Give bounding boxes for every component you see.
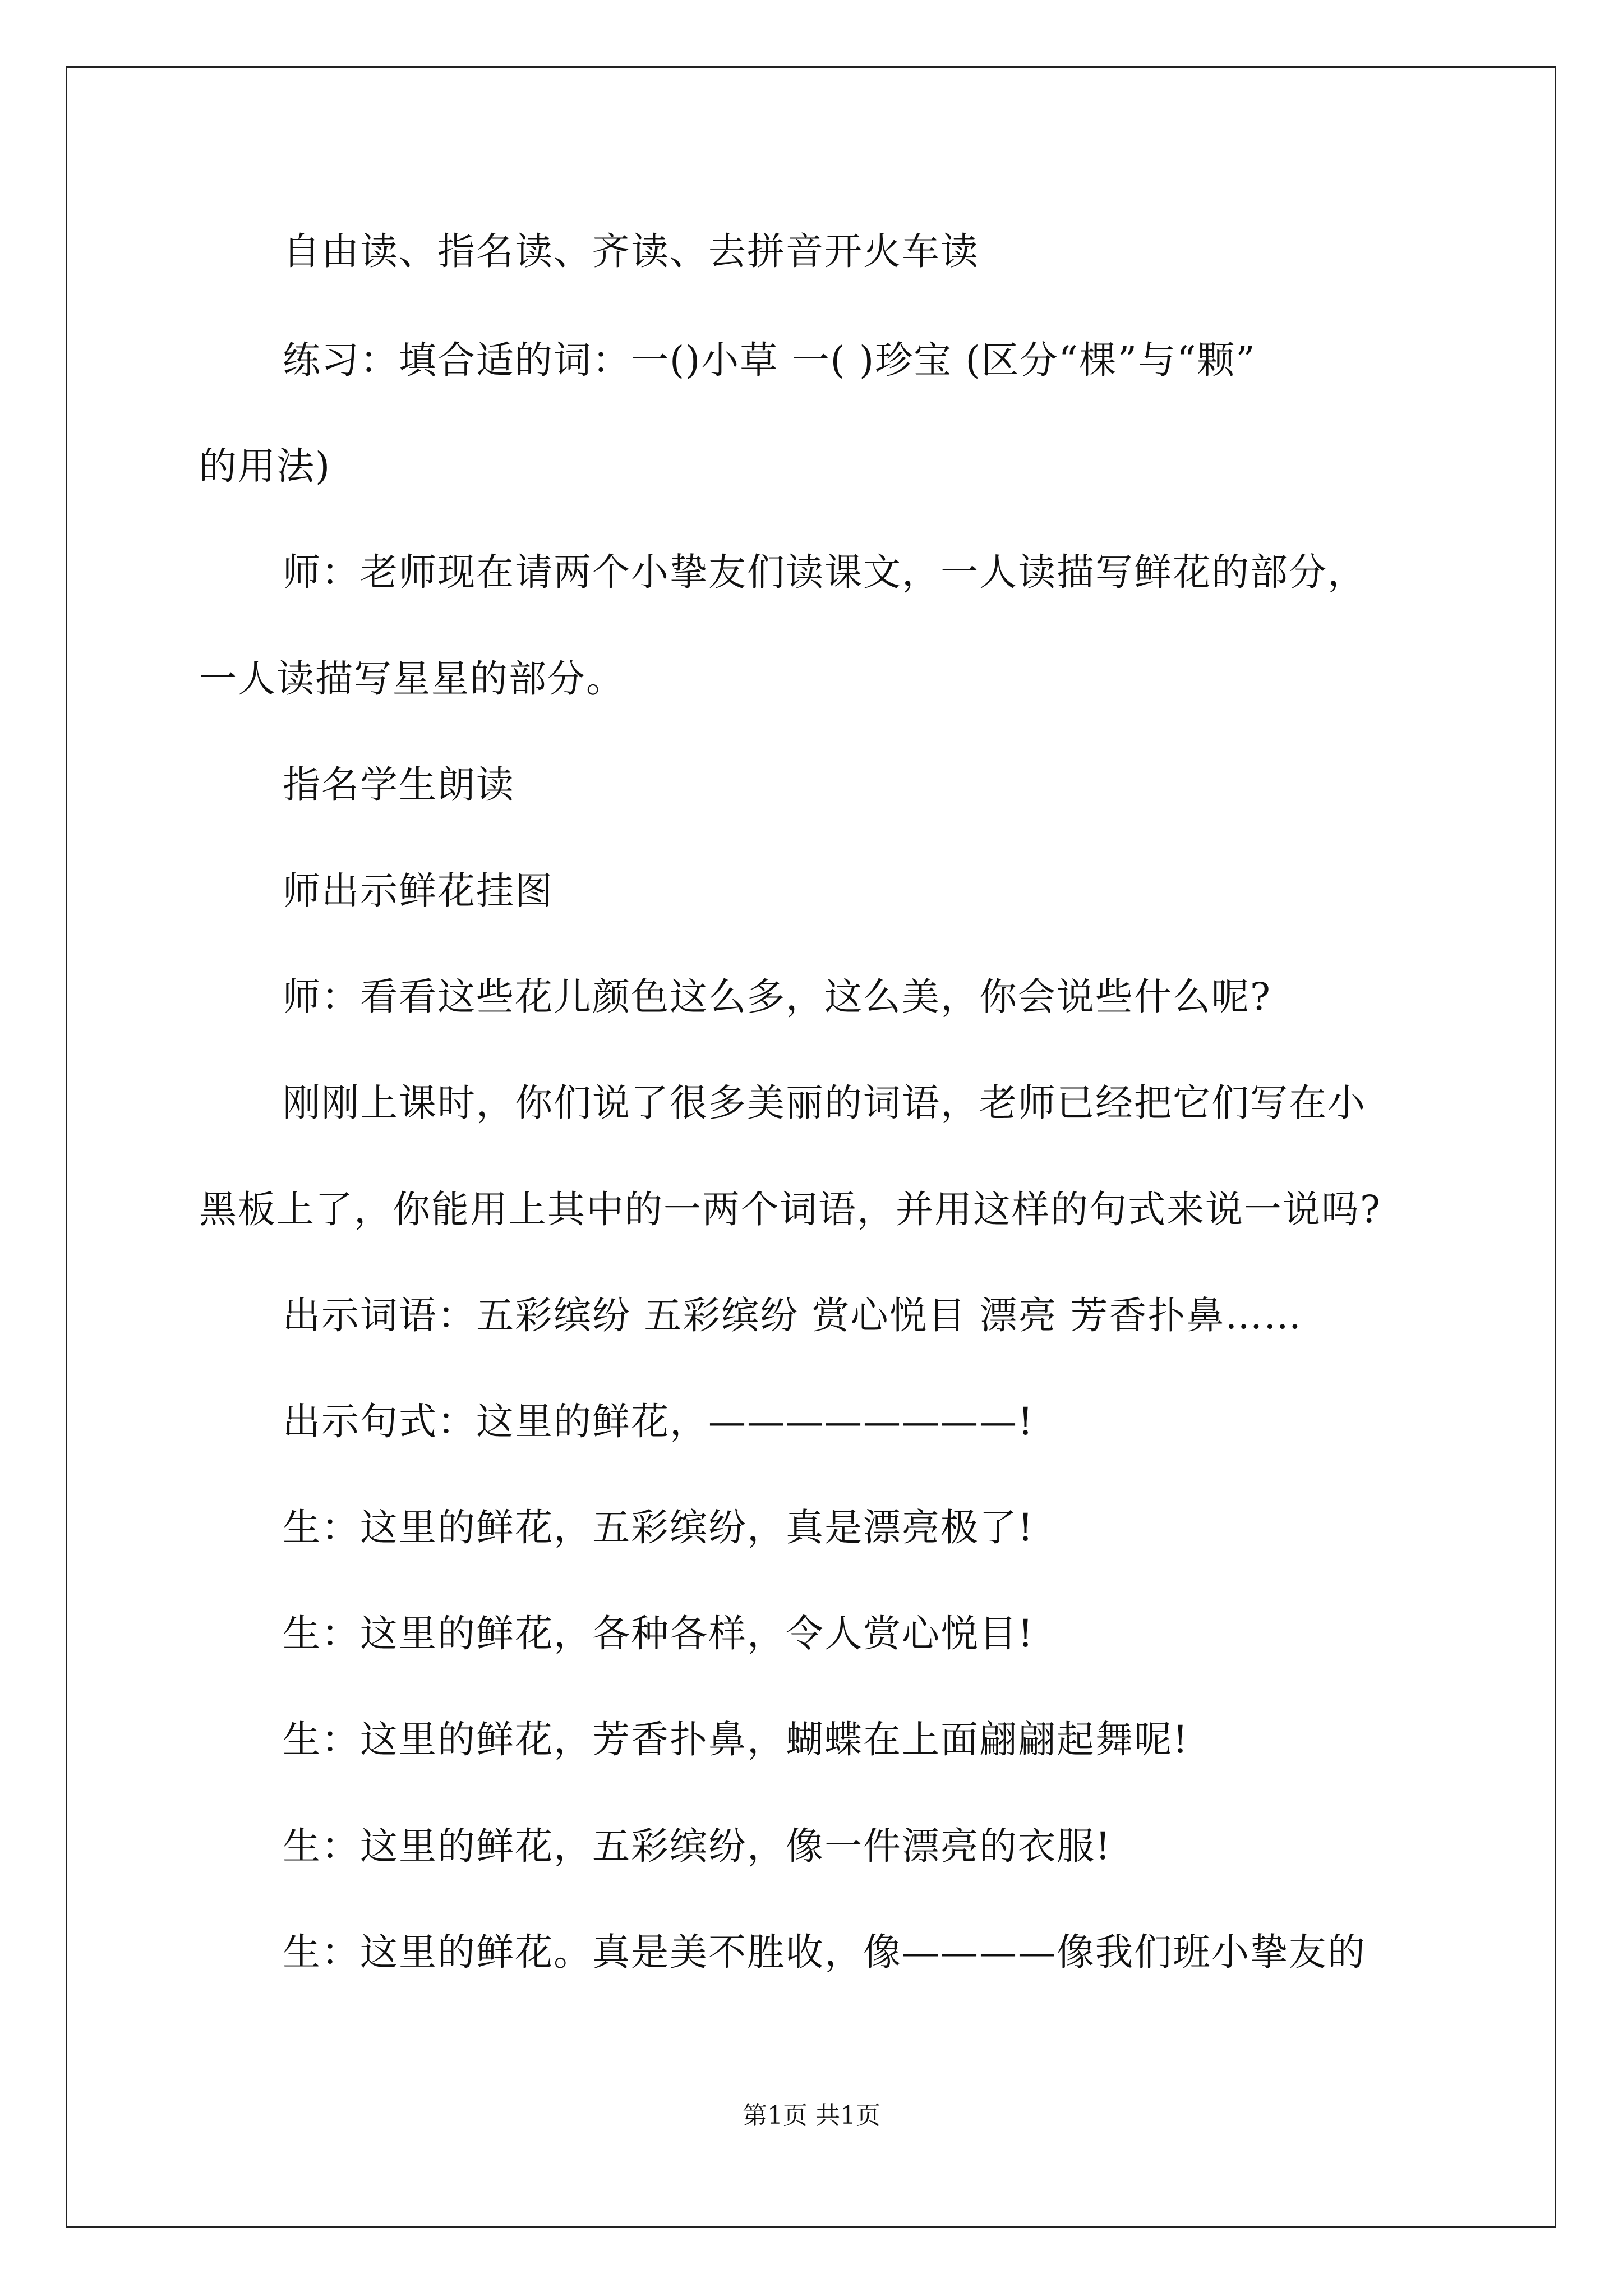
text-line-16: 生：这里的鲜花，五彩缤纷，像一件漂亮的衣服! (283, 1824, 1112, 1868)
text-line-14: 生：这里的鲜花，各种各样，令人赏心悦目! (283, 1612, 1034, 1655)
text-line-5: 一人读描写星星的部分。 (199, 657, 625, 701)
text-line-15: 生：这里的鲜花，芳香扑鼻，蝴蝶在上面翩翩起舞呢! (283, 1718, 1189, 1761)
text-line-12: 出示句式：这里的鲜花，————————! (283, 1400, 1034, 1443)
text-line-3: 的用法) (199, 444, 331, 488)
text-line-6: 指名学生朗读 (283, 763, 515, 807)
page-footer: 第1页 共1页 (743, 2101, 880, 2130)
text-line-13: 生：这里的鲜花，五彩缤纷，真是漂亮极了! (283, 1506, 1034, 1549)
text-line-17: 生：这里的鲜花。真是美不胜收，像————像我们班小挚友的 (283, 1930, 1366, 1974)
text-line-4: 师：老师现在请两个小挚友们读课文，一人读描写鲜花的部分， (283, 550, 1366, 594)
text-line-9: 刚刚上课时，你们说了很多美丽的词语，老师已经把它们写在小 (283, 1081, 1366, 1125)
text-line-7: 师出示鲜花挂图 (283, 869, 554, 913)
page-border (66, 66, 1556, 2228)
text-line-2: 练习：填合适的词：一()小草 一( )珍宝 (区分“棵”与“颗” (283, 338, 1256, 382)
text-line-10: 黑板上了，你能用上其中的一两个词语，并用这样的句式来说一说吗? (199, 1188, 1381, 1231)
text-line-1: 自由读、指名读、齐读、去拼音开火车读 (283, 229, 979, 273)
text-line-8: 师：看看这些花儿颜色这么多，这么美，你会说些什么呢? (283, 975, 1271, 1019)
text-line-11: 出示词语：五彩缤纷 五彩缤纷 赏心悦目 漂亮 芳香扑鼻…… (283, 1294, 1303, 1337)
